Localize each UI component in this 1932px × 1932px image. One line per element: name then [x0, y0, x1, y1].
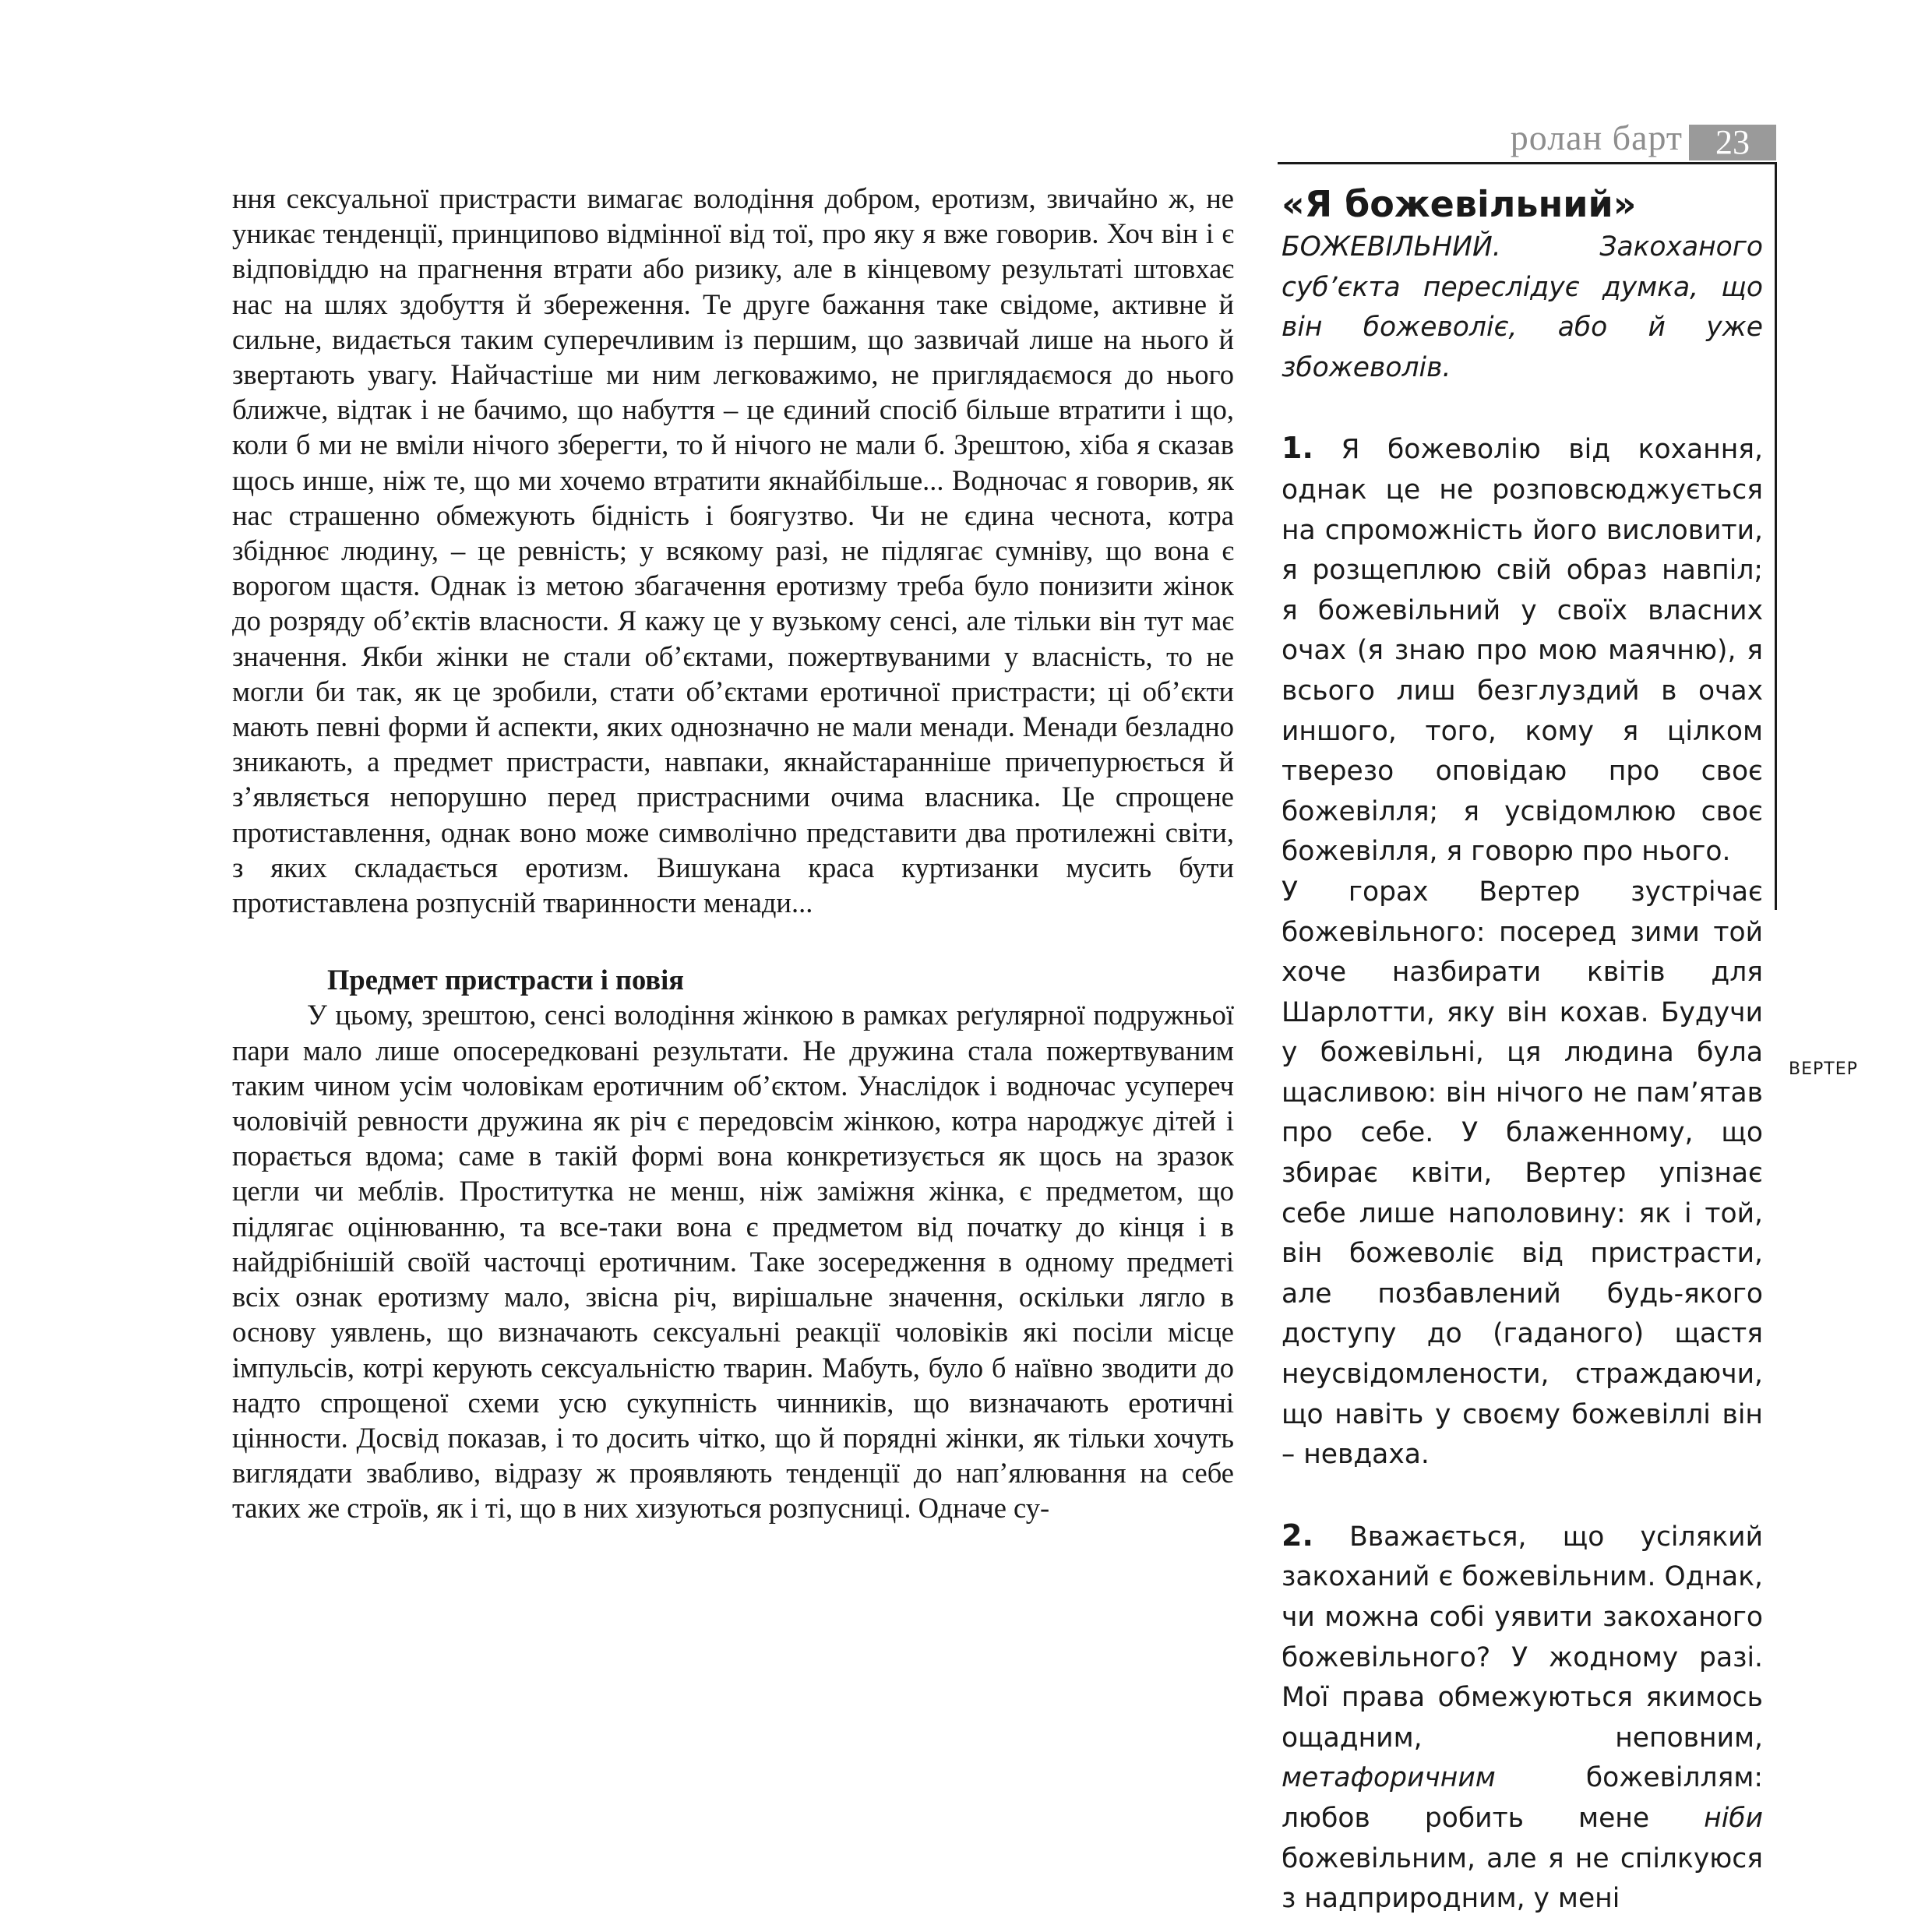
main-paragraph-2: У цьому, зрештою, сенсі володіння жінкою в рамках реґулярної подружньої пари мало лише опосередковані результати. Не дружина стала пожертвуваним таким чином усім чоловікам еротичним об’єктом. Унаслідок і водночас усупереч чоловічій ревности дружина як річ є передовсім жінкою, котра народжує дітей і порається вдома; саме в такій формі вона конкретизується як щось на зразок цегли чи меблів. Проститутка не менш, ніж заміжня жінка, є предметом, що підлягає оцінюванню, та все-таки вона є предметом від початку до кінця і в найдрібнішій своїй часточці еротичним. Таке зосередження в одному предметі всіх ознак еротизму мало, звісна річ, вирішальне значення, оскільки лягло в основу уявлень, що визначають сексуальні реакції чоловіків які посіли місце імпульсів, котрі керують сексуальністю тварин. Мабуть, було б наївно зводити до надто спрощеної схеми усю сукупність чинників, що визначають еротичні цінности. Досвід показав, і то досить чітко, що й порядні жінки, як тільки хочуть виглядати звабливо, відразу ж проявляють тенденції до нап’ялювання на себе таких же строїв, як і ті, що в них хизуються розпусниці. Одначе су-: [232, 999, 1234, 1525]
sidebar-section-2: [1282, 1516, 1763, 1920]
section-1-text: Я божеволію від кохання, однак це не розповсюджується на спроможність його висловити, я розщеплюю свій образ навпіл; я божевільний у своїх власних очах (я знаю про мою маячню), я всього лиш безглуздий в очах иншого, того, кому я цілком тверезо оповідаю про своє божевілля; я усвідомлюю своє божевілля, я говорю про нього.: [1282, 434, 1763, 868]
section-2-italic-a: метафоричним: [1282, 1762, 1496, 1794]
section-heading: Предмет пристрасти і повія: [327, 964, 684, 996]
section-2-italic-b: ніби: [1704, 1802, 1763, 1834]
sidebar-vertical-rule: [1775, 162, 1777, 910]
margin-note: ВЕРТЕР: [1789, 1059, 1858, 1079]
section-2-number: 2.: [1282, 1518, 1313, 1553]
sidebar-definition: БОЖЕВІЛЬНИЙ. Закоханого суб’єкта переслідує думка, що він божеволіє, або й уже збожеволів.: [1282, 231, 1763, 383]
main-text-column: [232, 181, 1234, 1526]
running-header-author: ролан барт: [1510, 118, 1683, 157]
header-rule: [1278, 162, 1776, 164]
section-1-number: 1.: [1282, 431, 1313, 466]
section-2-text-a: Вважається, що усілякий закоханий є божевільним. Однак, чи можна собі уявити закоханого божевільного? У жодному разі. Мої права обмежуються якимось ощадним, неповним,: [1282, 1521, 1763, 1754]
section-2-text-b: божевіллям: любов робить мене: [1282, 1762, 1763, 1834]
main-paragraph-1: ння сексуальної пристрасти вимагає володіння добром, еротизм, звичайно ж, не уникає тенденції, принципово відмінної від тої, про яку я вже говорив. Хоч він і є відповіддю на прагнення втрати або ризику, але в кінцевому результаті штовхає нас на шлях здобуття й збереження. Те друге бажання таке свідоме, активне й сильне, видається таким суперечливим із першим, що зазвичай лише на нього й звертають увагу. Найчастіше ми ним легковажимо, не приглядаємося до нього ближче, відтак і не бачимо, що набуття – це єдиний спосіб більше втратити і що, коли б ми не вміли нічого зберегти, то й нічого не мали б. Зрештою, хіба я сказав щось инше, ніж те, що ми хочемо втратити якнайбільше... Водночас я говорив, як нас страшенно обмежують бідність і боягузтво. Чи не єдина чеснота, котра збіднює людину, – це ревність; у всякому разі, не підлягає сумніву, що вона є ворогом щастя. Однак із метою збагачення еротизму треба було понизити жінок до розряду об’єктів власности. Я кажу це у вузькому сенсі, але тільки він тут має значення. Якби жінки не стали об’єктами, пожертвуваними у власність, то не могли би так, як це зробили, стати об’єктами еротичної пристрасти; ці об’єкти мають певні форми й аспекти, яких однозначно не мали менади. Менади безладно зникають, а предмет пристрасти, навпаки, якнайстаранніше причепурюється й з’являється непорушно перед пристрасними очима власника. Це спрощене протиставлення, однак воно може символічно представити два протилежні світи, з яких складається еротизм. Вишукана краса куртизанки мусить бути протиставлена розпусній тваринности менади...: [232, 182, 1234, 919]
page-number: 23: [1689, 125, 1776, 160]
sidebar-section-1: [1282, 428, 1763, 873]
sidebar-title: «Я божевільний»: [1282, 183, 1637, 225]
sidebar-section-1-continuation: У горах Вертер зустрічає божевільного: посеред зими той хоче назбирати квітів для Шарлотти, яку він кохав. Будучи у божевільні, ця людина була щасливою: він нічого не пам’ятав про себе. У блаженному, що збирає квіти, Вертер упізнає себе лише наполовину: як і той, він божеволіє від пристрасти, але позбавлений будь-якого доступу до (гаданого) щастя неусвідомлености, страждаючи, що навіть у своєму божевіллі він – невдаха.: [1282, 876, 1763, 1471]
section-2-text-c: божевільним, але я не спілкуюся з надприродним, у мені: [1282, 1842, 1763, 1915]
sidebar-column: [1282, 181, 1763, 1920]
